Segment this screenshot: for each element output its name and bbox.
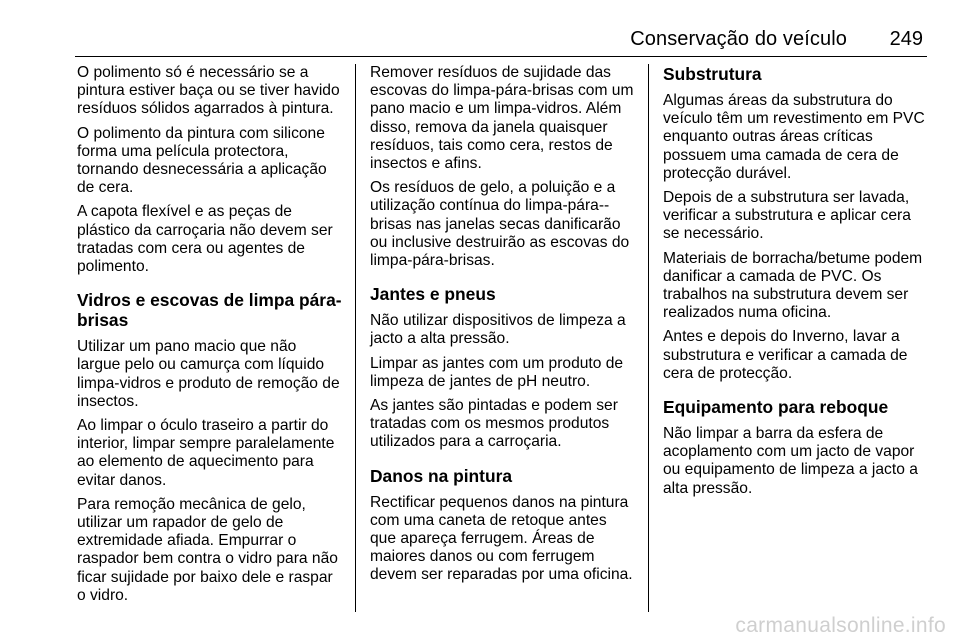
watermark: carmanualsonline.info [735, 614, 946, 637]
column-3 [663, 64, 928, 504]
paragraph: Rectificar pequenos danos na pintura com uma caneta de retoque antes que apareça ferrugem. Áreas de maiores danos ou com ferrugem devem ser reparadas por uma oficina. [370, 493, 633, 584]
column-divider-2 [648, 64, 649, 612]
section-heading-underbody: Substrutura [663, 64, 762, 84]
section-heading-wheels-tyres: Jantes e pneus [370, 284, 496, 305]
paragraph: Utilizar um pano macio que não largue pelo ou camurça com líquido limpa-vidros e produto de remoção de insectos. [77, 338, 340, 410]
page-header [75, 22, 927, 52]
header-divider [75, 56, 927, 57]
paragraph: O polimento da pintura com silicone forma uma película protectora, tornando desnecessária a aplicação de cera. [77, 124, 327, 197]
column-divider-1 [355, 64, 356, 612]
paragraph: Depois de a substrutura ser lavada, verificar a substrutura e aplicar cera se necessário. [663, 189, 911, 243]
paragraph: Os resíduos de gelo, a poluição e a utilização contínua do limpa-pára--brisas nas janelas secas danificarão ou inclusive destruirão as escovas do limpa-pára-brisas. [370, 179, 630, 270]
paragraph: A capota flexível e as peças de plástico da carroçaria não devem ser tratadas com cera ou agentes de polimento. [77, 203, 333, 276]
column-2 [370, 64, 635, 591]
paragraph: As jantes são pintadas e podem ser tratadas com os mesmos produtos utilizados para a carroçaria. [370, 397, 618, 451]
paragraph: Remover resíduos de sujidade das escovas do limpa-pára-brisas com um pano macio e um limpa-vidros. Além disso, remova da janela quaisquer resíduos, tais como cera, restos de insectos e afins. [370, 64, 634, 173]
page-title: Conservação do veículo [630, 28, 847, 50]
page-number: 249 [889, 28, 923, 50]
section-heading-towing-equipment: Equipamento para reboque [663, 397, 889, 418]
paragraph: Algumas áreas da substrutura do veículo têm um revestimento em PVC enquanto outras áreas críticas possuem uma camada de cera de protecção durável. [663, 92, 925, 182]
paragraph: O polimento só é necessário se a pintura estiver baça ou se tiver havido resíduos sólidos agarrados à pintura. [77, 64, 340, 118]
paragraph: Materiais de borracha/betume podem danificar a camada de PVC. Os trabalhos na substrutura devem ser realizados numa oficina. [663, 249, 923, 322]
section-heading-glass-wipers: Vidros e escovas de limpa pára-brisas [77, 290, 342, 331]
paragraph: Não limpar a barra da esfera de acoplamento com um jacto de vapor ou equipamento de limpeza a jacto a alta pressão. [663, 425, 918, 497]
paragraph: Limpar as jantes com um produto de limpeza de jantes de pH neutro. [370, 354, 624, 390]
paragraph: Antes e depois do Inverno, lavar a substrutura e verificar a camada de cera de protecção. [663, 328, 908, 382]
paragraph: Para remoção mecânica de gelo, utilizar um rapador de gelo de extremidade afiada. Empurrar o raspador bem contra o vidro para não ficar sujidade por baixo dele e raspar o vidro. [77, 495, 338, 604]
column-1 [77, 64, 342, 611]
paragraph: Ao limpar o óculo traseiro a partir do interior, limpar sempre paralelamente ao elemento de aquecimento para evitar danos. [77, 417, 335, 489]
section-heading-paint-damage: Danos na pintura [370, 465, 513, 486]
paragraph: Não utilizar dispositivos de limpeza a jacto a alta pressão. [370, 312, 626, 348]
